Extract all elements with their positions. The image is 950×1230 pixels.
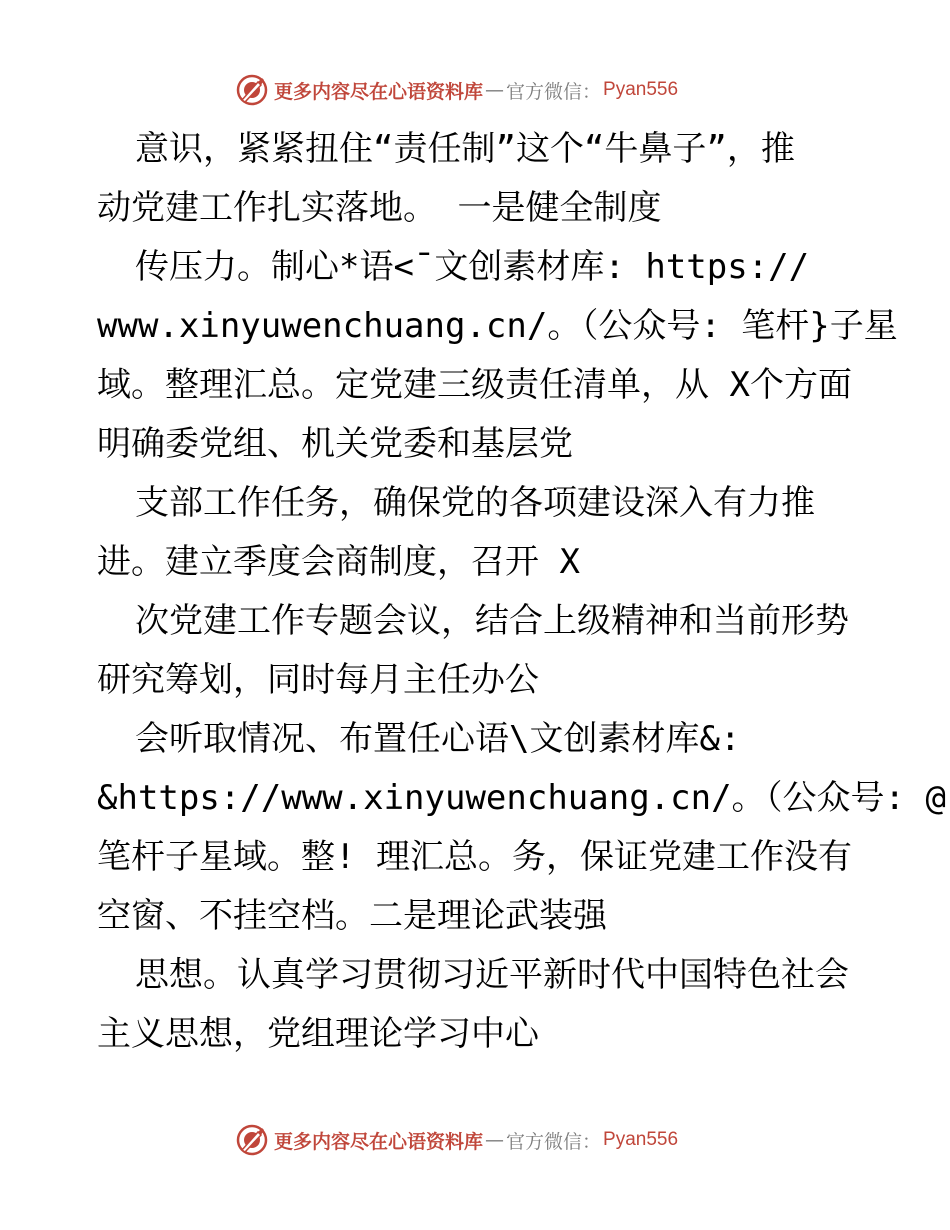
document-body	[97, 120, 946, 1064]
text-line: 研究筹划，同时每月主任办公	[97, 660, 539, 700]
brand-text: 更多内容尽在心语资料库	[274, 80, 484, 103]
text-line: 动党建工作扎实落地。 一是健全制度	[97, 188, 662, 228]
separator-dash: —	[485, 1129, 505, 1151]
brand-text: 更多内容尽在心语资料库	[274, 1130, 484, 1153]
text-line: 次党建工作专题会议，结合上级精神和当前形势	[135, 601, 849, 641]
text-line: 会听取情况、布置任心语\文创素材库&:	[135, 719, 741, 759]
official-wechat-label: 官方微信：	[506, 80, 602, 103]
header-banner	[236, 72, 716, 108]
text-line: www.xinyuwenchuang.cn/。（公众号: 笔杆}子星	[97, 306, 898, 346]
pen-logo-icon	[236, 74, 268, 106]
text-line: 空窗、不挂空档。二是理论武装强	[97, 896, 607, 936]
text-line: 进。建立季度会商制度，召开 X	[97, 542, 580, 582]
pen-logo-icon	[236, 1124, 268, 1156]
wechat-id: Pyan556	[603, 1129, 679, 1150]
wechat-id: Pyan556	[603, 79, 679, 100]
text-line: 支部工作任务，确保党的各项建设深入有力推	[135, 483, 815, 523]
text-line: 思想。认真学习贯彻习近平新时代中国特色社会	[135, 955, 849, 995]
footer-banner	[236, 1122, 716, 1158]
official-wechat-label: 官方微信：	[506, 1130, 602, 1153]
separator-dash: —	[485, 79, 505, 101]
text-line: &https://www.xinyuwenchuang.cn/。（公众号: @	[97, 778, 946, 818]
text-line: 明确委党组、机关党委和基层党	[97, 424, 573, 464]
text-line: 传压力。制心*语<¯文创素材库: https://	[135, 247, 810, 287]
text-line: 主义思想，党组理论学习中心	[97, 1014, 539, 1054]
text-line: 意识，紧紧扭住“责任制”这个“牛鼻子”，推	[135, 129, 795, 169]
text-line: 域。整理汇总。定党建三级责任清单，从 X个方面	[97, 365, 852, 405]
text-line: 笔杆子星域。整! 理汇总。务，保证党建工作没有	[97, 837, 852, 877]
